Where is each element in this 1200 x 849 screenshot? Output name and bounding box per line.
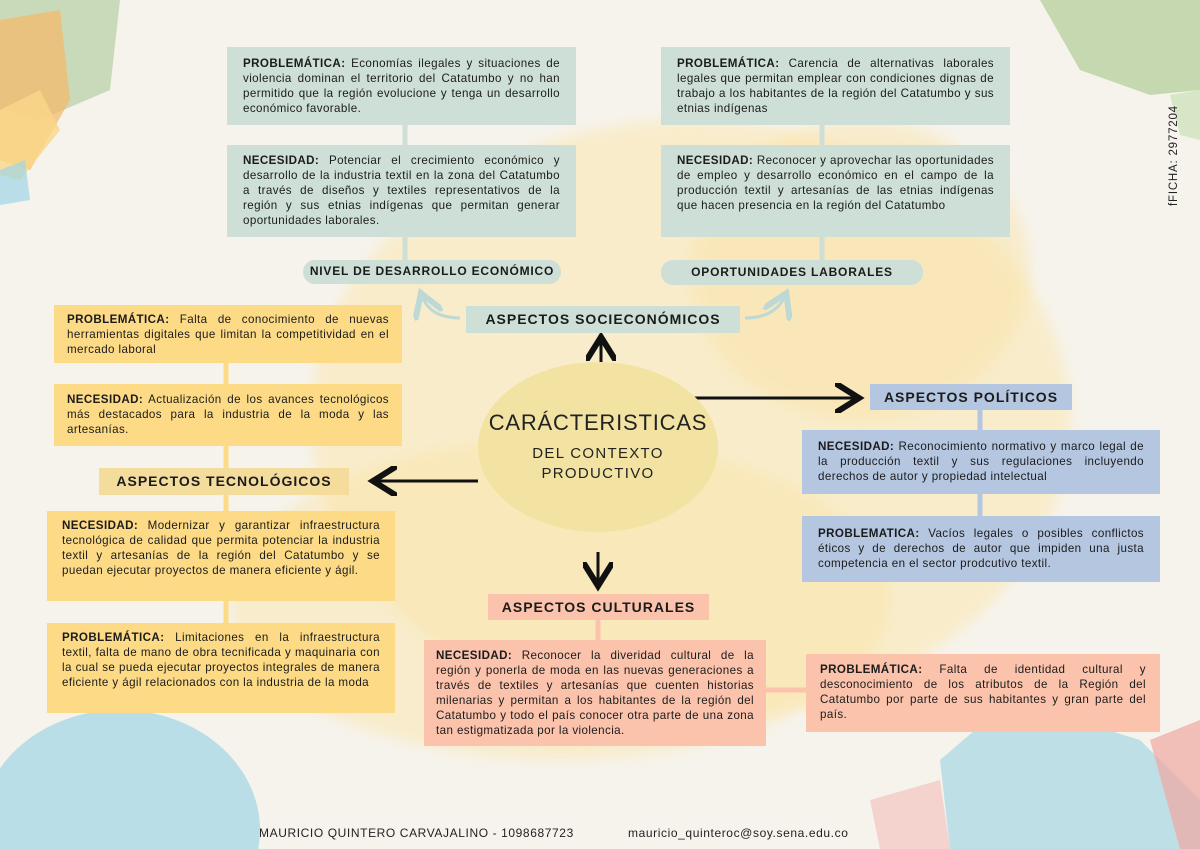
curve-arrow-left [422,296,460,318]
tech-upper-necesidad-text: Actualización de los avances tecnológicos más destacados para la industria de la moda y las artesanías. [67,393,389,436]
nivel-label-text: NIVEL DE DESARROLLO ECONÓMICO [309,264,555,278]
tecnologicos-label [99,468,349,495]
socioeconomicos-label-text: ASPECTOS SOCIECONÓMICOS [485,311,721,327]
tech-lower-problematica-heading: PROBLEMÁTICA: [62,631,165,644]
culturales-label [488,594,709,620]
nivel-necesidad-box [227,145,576,237]
tech-lower-problematica-box [47,623,395,713]
politicos-label-text: ASPECTOS POLÍTICOS [883,389,1059,405]
politicos-problematica-text: Vacíos legales o posibles conflictos éticos y de derechos de autor que impiden una justa competencia en el sector prodcutivo textil. [818,527,1144,570]
tech-lower-necesidad-text: Modernizar y garantizar infraestructura tecnológica de calidad que permita potenciar la industria textil y artesanías de la región del Catatumbo y se puedan ejecutar proyectos de manera eficiente y ágil. [62,519,380,577]
culturales-necesidad-heading: NECESIDAD: [436,649,513,662]
center-subtitle-line2: PRODUCTIVO [541,465,655,482]
politicos-necesidad-heading: NECESIDAD: [818,440,895,453]
ficha-number: fFICHA: 2977204 [1168,105,1180,206]
tech-lower-necesidad-box [47,511,395,601]
politicos-label [870,384,1072,410]
tecnologicos-label-text: ASPECTOS TECNOLÓGICOS [116,473,332,489]
politicos-problematica-box [802,516,1160,582]
culturales-label-text: ASPECTOS CULTURALES [501,599,696,615]
center-subtitle [532,444,663,484]
nivel-problematica-heading: PROBLEMÁTICA: [243,57,346,70]
tech-upper-necesidad-heading: NECESIDAD: [67,393,144,406]
oportunidades-necesidad-heading: NECESIDAD: [677,154,754,167]
oportunidades-problematica-text: Carencia de alternativas laborales legales que permitan emplear con condiciones dignas de trabajo a los habitantes de la región del Catatumbo y sus etnias indígenas [677,57,994,115]
politicos-necesidad-box [802,430,1160,494]
oportunidades-necesidad-box [661,145,1010,237]
politicos-problematica-heading: PROBLEMATICA: [818,527,920,540]
nivel-problematica-text: Economías ilegales y situaciones de violencia dominan el territorio del Catatumbo y no han permitido que la región evolucione y tenga un desarrollo económico favorable. [243,57,560,115]
tech-upper-problematica-text: Falta de conocimiento de nuevas herramientas digitales que limitan la competitividad en el mercado laboral [67,313,389,356]
politicos-necesidad-text: Reconocimiento normativo y marco legal de la producción textil y sus regulaciones incluyendo derechos de autor y propiedad intelectual [818,440,1144,483]
culturales-necesidad-box [424,640,766,746]
tech-upper-necesidad-box [54,384,402,446]
culturales-necesidad-text: Reconocer la diveridad cultural de la región y ponerla de moda en las nuevas generaciones a través de textiles y artesanías que cuenten historias milenarias y permitan a los habitantes de la región del Catatumbo y todo el país conocer otra parte de una zona tan estigmatizada por la violencia. [436,649,754,737]
socioeconomicos-label [466,306,740,333]
oportunidades-label [661,260,923,285]
center-title: CARÁCTERISTICAS [488,410,708,435]
footer-email: mauricio_quinteroc@soy.sena.edu.co [628,826,849,840]
nivel-necesidad-heading: NECESIDAD: [243,154,320,167]
oportunidades-problematica-heading: PROBLEMÁTICA: [677,57,780,70]
oportunidades-necesidad-text: Reconocer y aprovechar las oportunidades de empleo y desarrollo económico en el campo de la producción textil y artesanías de las etnias indígenas que hacen presencia en la región del Catatumbo [677,154,994,212]
center-title-ellipse [478,362,718,532]
tech-upper-problematica-heading: PROBLEMÁTICA: [67,313,170,326]
oportunidades-problematica-box [661,47,1010,125]
tech-lower-necesidad-heading: NECESIDAD: [62,519,139,532]
nivel-problematica-box [227,47,576,125]
tech-upper-problematica-box [54,305,402,363]
tech-lower-problematica-text: Limitaciones en la infraestructura textil, falta de mano de obra tecnificada y maquinaria con la cual se pueda ejecutar proyectos integrales de manera eficiente y ágil relacionados con la industria de la moda [62,631,380,689]
culturales-problematica-box [806,654,1160,732]
nivel-label [303,260,561,284]
culturales-problematica-heading: PROBLEMÁTICA: [820,663,923,676]
center-subtitle-line1: DEL CONTEXTO [532,445,664,462]
footer-author: MAURICIO QUINTERO CARVAJALINO - 1098687723 [259,826,574,840]
nivel-necesidad-text: Potenciar el crecimiento económico y desarrollo de la industria textil en la zona del Catatumbo a través de diseños y textiles representativos de la región y sus etnias indígenas que permitan generar oportunidades laborales. [243,154,560,227]
culturales-problematica-text: Falta de identidad cultural y desconocimiento de los atributos de la Región del Catatumbo por parte de sus habitantes y gran parte del país. [820,663,1147,721]
curve-arrow-right [745,296,785,318]
oportunidades-label-text: OPORTUNIDADES LABORALES [691,265,893,279]
